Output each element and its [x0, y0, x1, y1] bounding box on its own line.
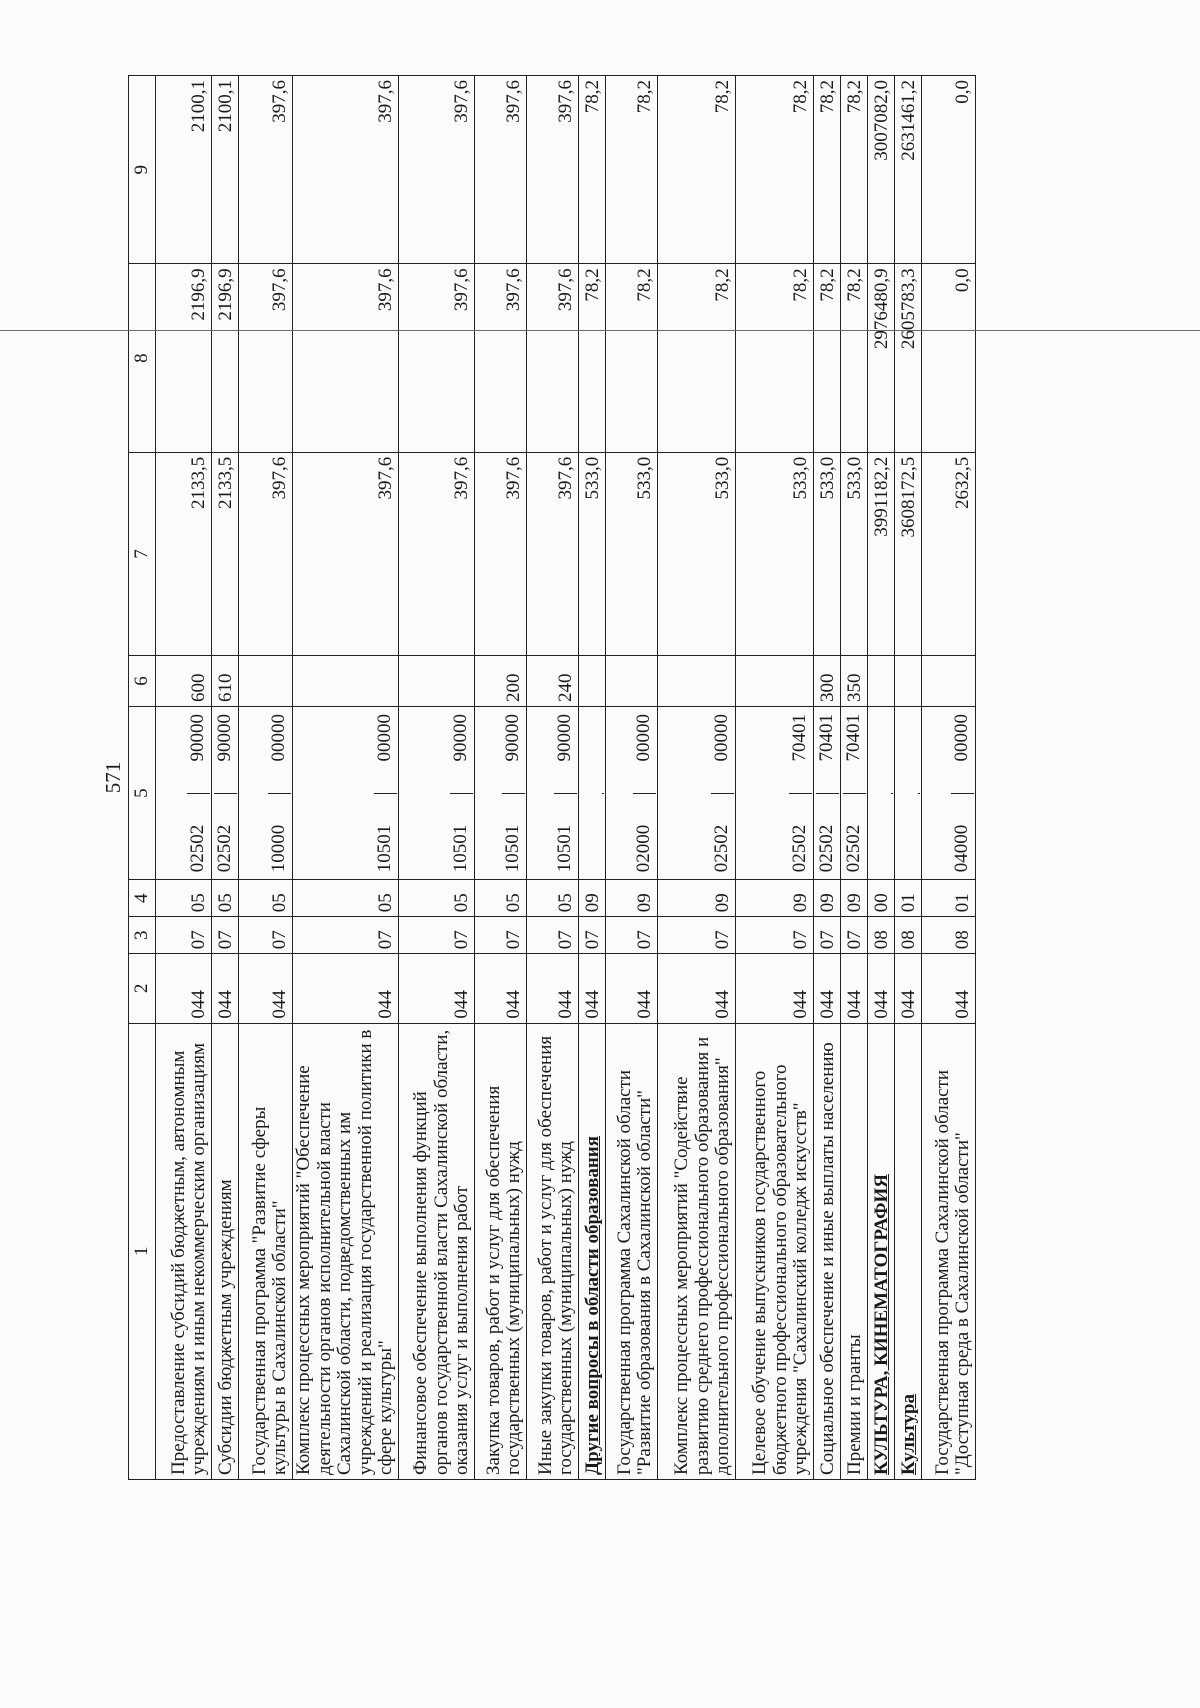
amount-year3-cell: 78,2 — [813, 76, 840, 264]
amount-year3-cell: 2100,1 — [156, 76, 212, 264]
target-article-part-a: 10501 — [450, 793, 473, 876]
amount-year2-cell: 0,0 — [921, 264, 975, 452]
table-row — [526, 76, 578, 1480]
amount-year2-cell: 78,2 — [813, 264, 840, 452]
header-cell: 4 — [129, 880, 156, 917]
admin-code-cell: 044 — [156, 954, 212, 1023]
header-cell: 8 — [129, 264, 156, 452]
amount-year3-cell: 2100,1 — [212, 76, 239, 264]
target-article-cell — [813, 706, 840, 879]
amount-year2-cell: 78,2 — [605, 264, 657, 452]
amount-year1-cell: 397,6 — [398, 452, 474, 655]
amount-year1-cell: 2133,5 — [156, 452, 212, 655]
amount-year2-cell: 78,2 — [840, 264, 867, 452]
amount-year1-cell: 2632,5 — [921, 452, 975, 655]
amount-year3-cell: 0,0 — [921, 76, 975, 264]
subsection-code-cell: 09 — [578, 880, 605, 917]
table-row — [867, 76, 894, 1480]
section-code-cell: 07 — [605, 917, 657, 954]
amount-year3-cell: 397,6 — [474, 76, 526, 264]
header-cell: 5 — [129, 706, 156, 879]
row-name-cell: Финансовое обеспечение выполнения функций органов государственной власти Сахалинской области, оказания услуг и выполнения работ — [398, 1023, 474, 1479]
header-cell: 7 — [129, 452, 156, 655]
target-article-part-b — [602, 711, 604, 793]
table-row — [813, 76, 840, 1480]
subsection-code-cell: 09 — [813, 880, 840, 917]
section-code-cell: 07 — [578, 917, 605, 954]
target-article-cell — [212, 706, 239, 879]
target-article-part-a — [918, 793, 920, 876]
header-cell: 6 — [129, 656, 156, 707]
section-code-cell: 07 — [526, 917, 578, 954]
row-name-cell: Государственная программа Сахалинской области "Доступная среда в Сахалинской области" — [921, 1023, 975, 1479]
budget-table — [128, 75, 976, 1480]
table-body — [156, 76, 976, 1480]
amount-year1-cell: 533,0 — [840, 452, 867, 655]
section-code-cell: 07 — [813, 917, 840, 954]
target-article-part-a: 04000 — [951, 793, 974, 876]
admin-code-cell: 044 — [398, 954, 474, 1023]
target-article-part-b: 00000 — [951, 713, 973, 762]
target-article-cell — [398, 706, 474, 879]
row-name-cell: Культура — [894, 1023, 921, 1479]
header-row — [129, 76, 156, 1480]
target-article-part-b: 70401 — [843, 713, 865, 762]
target-article-part-a: 02000 — [633, 793, 656, 876]
target-article-part-a: 10501 — [502, 793, 525, 876]
amount-year3-cell: 397,6 — [526, 76, 578, 264]
section-code-cell: 08 — [867, 917, 894, 954]
amount-year1-cell: 397,6 — [239, 452, 293, 655]
row-name-cell: Закупка товаров, работ и услуг для обеспечения государственных (муниципальных) нужд — [474, 1023, 526, 1479]
table-row — [239, 76, 293, 1480]
row-name-cell: Социальное обеспечение и иные выплаты населению — [813, 1023, 840, 1479]
table-row — [156, 76, 212, 1480]
target-article-cell — [921, 706, 975, 879]
expense-type-cell — [735, 656, 813, 707]
amount-year3-cell: 78,2 — [605, 76, 657, 264]
expense-type-cell: 610 — [212, 656, 239, 707]
target-article-cell — [735, 706, 813, 879]
table-row — [735, 76, 813, 1480]
row-name-cell: Комплекс процессных мероприятий "Содействие развитию среднего профессионального образования и дополнительного профессионального образования" — [657, 1023, 735, 1479]
amount-year2-cell: 397,6 — [526, 264, 578, 452]
amount-year3-cell: 397,6 — [293, 76, 399, 264]
amount-year2-cell: 78,2 — [578, 264, 605, 452]
target-article-cell — [657, 706, 735, 879]
subsection-code-cell: 01 — [921, 880, 975, 917]
target-article-part-b: 90000 — [450, 713, 472, 762]
subsection-code-cell: 05 — [239, 880, 293, 917]
target-article-part-b: 90000 — [214, 713, 236, 762]
target-article-part-a — [891, 793, 893, 876]
admin-code-cell: 044 — [657, 954, 735, 1023]
amount-year1-cell: 533,0 — [735, 452, 813, 655]
amount-year1-cell: 397,6 — [474, 452, 526, 655]
table-row — [398, 76, 474, 1480]
header-cell: 9 — [129, 76, 156, 264]
target-article-part-a: 02502 — [816, 793, 839, 876]
document-page — [98, 75, 974, 1480]
target-article-part-b: 00000 — [633, 713, 655, 762]
row-name-cell: Предоставление субсидий бюджетным, автономным учреждениям и иным некоммерческим организациям — [156, 1023, 212, 1479]
expense-type-cell: 240 — [526, 656, 578, 707]
table-row — [578, 76, 605, 1480]
table-row — [474, 76, 526, 1480]
section-code-cell: 08 — [894, 917, 921, 954]
target-article-part-a: 10501 — [554, 793, 577, 876]
row-name-cell: Государственная программа "Развитие сферы культуры в Сахалинской области" — [239, 1023, 293, 1479]
section-code-cell: 07 — [735, 917, 813, 954]
admin-code-cell: 044 — [867, 954, 894, 1023]
amount-year2-cell: 2605783,3 — [894, 264, 921, 452]
subsection-code-cell: 09 — [735, 880, 813, 917]
subsection-code-cell: 01 — [894, 880, 921, 917]
target-article-part-b — [891, 711, 893, 793]
expense-type-cell: 350 — [840, 656, 867, 707]
amount-year3-cell: 3007082,0 — [867, 76, 894, 264]
subsection-code-cell: 05 — [212, 880, 239, 917]
section-code-cell: 07 — [398, 917, 474, 954]
amount-year3-cell: 397,6 — [398, 76, 474, 264]
section-code-cell: 07 — [239, 917, 293, 954]
table-row — [293, 76, 399, 1480]
amount-year3-cell: 2631461,2 — [894, 76, 921, 264]
subsection-code-cell: 05 — [474, 880, 526, 917]
amount-year1-cell: 533,0 — [657, 452, 735, 655]
target-article-cell — [526, 706, 578, 879]
section-code-cell: 07 — [293, 917, 399, 954]
target-article-part-b: 90000 — [502, 713, 524, 762]
subsection-code-cell: 09 — [605, 880, 657, 917]
target-article-part-a — [602, 793, 604, 876]
target-article-part-b: 70401 — [816, 713, 838, 762]
amount-year3-cell: 397,6 — [239, 76, 293, 264]
amount-year2-cell: 397,6 — [474, 264, 526, 452]
header-cell: 1 — [129, 1023, 156, 1479]
page-number: 571 — [101, 761, 125, 794]
expense-type-cell — [657, 656, 735, 707]
row-name-cell: Субсидии бюджетным учреждениям — [212, 1023, 239, 1479]
amount-year1-cell: 533,0 — [578, 452, 605, 655]
amount-year2-cell: 2196,9 — [156, 264, 212, 452]
section-code-cell: 07 — [156, 917, 212, 954]
section-code-cell: 07 — [840, 917, 867, 954]
target-article-cell — [867, 706, 894, 879]
amount-year2-cell: 78,2 — [735, 264, 813, 452]
expense-type-cell — [867, 656, 894, 707]
admin-code-cell: 044 — [840, 954, 867, 1023]
admin-code-cell: 044 — [293, 954, 399, 1023]
expense-type-cell — [578, 656, 605, 707]
amount-year1-cell: 533,0 — [813, 452, 840, 655]
section-code-cell: 07 — [474, 917, 526, 954]
target-article-cell — [293, 706, 399, 879]
target-article-part-a: 02502 — [214, 793, 237, 876]
target-article-part-a: 02502 — [843, 793, 866, 876]
scan-crease-line — [0, 330, 1200, 331]
row-name-cell: Премии и гранты — [840, 1023, 867, 1479]
admin-code-cell: 044 — [894, 954, 921, 1023]
target-article-cell — [578, 706, 605, 879]
target-article-cell — [605, 706, 657, 879]
expense-type-cell: 300 — [813, 656, 840, 707]
target-article-cell — [474, 706, 526, 879]
target-article-part-b: 00000 — [711, 713, 733, 762]
subsection-code-cell: 05 — [398, 880, 474, 917]
row-name-cell: КУЛЬТУРА, КИНЕМАТОГРАФИЯ — [867, 1023, 894, 1479]
target-article-cell — [239, 706, 293, 879]
subsection-code-cell: 09 — [840, 880, 867, 917]
amount-year2-cell: 397,6 — [293, 264, 399, 452]
subsection-code-cell: 05 — [526, 880, 578, 917]
expense-type-cell — [921, 656, 975, 707]
header-cell: 3 — [129, 917, 156, 954]
amount-year1-cell: 3991182,2 — [867, 452, 894, 655]
target-article-part-b: 00000 — [374, 713, 396, 762]
header-cell: 2 — [129, 954, 156, 1023]
admin-code-cell: 044 — [474, 954, 526, 1023]
amount-year2-cell: 397,6 — [239, 264, 293, 452]
target-article-part-a: 02502 — [789, 793, 812, 876]
amount-year3-cell: 78,2 — [657, 76, 735, 264]
expense-type-cell — [239, 656, 293, 707]
amount-year3-cell: 78,2 — [735, 76, 813, 264]
subsection-code-cell: 09 — [657, 880, 735, 917]
admin-code-cell: 044 — [605, 954, 657, 1023]
admin-code-cell: 044 — [735, 954, 813, 1023]
target-article-part-b — [918, 711, 920, 793]
expense-type-cell — [605, 656, 657, 707]
target-article-part-b: 90000 — [554, 713, 576, 762]
subsection-code-cell: 05 — [156, 880, 212, 917]
target-article-cell — [156, 706, 212, 879]
admin-code-cell: 044 — [813, 954, 840, 1023]
row-name-cell: Другие вопросы в области образования — [578, 1023, 605, 1479]
amount-year1-cell: 397,6 — [526, 452, 578, 655]
admin-code-cell: 044 — [526, 954, 578, 1023]
expense-type-cell — [894, 656, 921, 707]
expense-type-cell: 200 — [474, 656, 526, 707]
amount-year1-cell: 397,6 — [293, 452, 399, 655]
admin-code-cell: 044 — [212, 954, 239, 1023]
admin-code-cell: 044 — [921, 954, 975, 1023]
section-code-cell: 07 — [657, 917, 735, 954]
section-code-cell: 07 — [212, 917, 239, 954]
table-row — [605, 76, 657, 1480]
target-article-part-a: 10000 — [268, 793, 291, 876]
table-row — [921, 76, 975, 1480]
amount-year3-cell: 78,2 — [840, 76, 867, 264]
table-row — [840, 76, 867, 1480]
expense-type-cell — [293, 656, 399, 707]
table-row — [212, 76, 239, 1480]
target-article-part-a: 02502 — [711, 793, 734, 876]
target-article-cell — [894, 706, 921, 879]
amount-year2-cell: 2976480,9 — [867, 264, 894, 452]
row-name-cell: Государственная программа Сахалинской области "Развитие образования в Сахалинской области" — [605, 1023, 657, 1479]
amount-year1-cell: 2133,5 — [212, 452, 239, 655]
admin-code-cell: 044 — [578, 954, 605, 1023]
row-name-cell: Иные закупки товаров, работ и услуг для обеспечения государственных (муниципальных) нужд — [526, 1023, 578, 1479]
subsection-code-cell: 05 — [293, 880, 399, 917]
row-name-cell: Комплекс процессных мероприятий "Обеспечение деятельности органов исполнительной власти Сахалинской области, подведомственных им учреждений и реализация государственной политики в сфере культуры" — [293, 1023, 399, 1479]
target-article-cell — [840, 706, 867, 879]
target-article-part-b: 70401 — [789, 713, 811, 762]
row-name-cell: Целевое обучение выпускников государственного бюджетного профессионального образовательного учреждения "Сахалинский колледж искусств" — [735, 1023, 813, 1479]
admin-code-cell: 044 — [239, 954, 293, 1023]
amount-year2-cell: 78,2 — [657, 264, 735, 452]
amount-year1-cell: 3608172,5 — [894, 452, 921, 655]
target-article-part-b: 00000 — [268, 713, 290, 762]
subsection-code-cell: 00 — [867, 880, 894, 917]
target-article-part-a: 02502 — [187, 793, 210, 876]
amount-year1-cell: 533,0 — [605, 452, 657, 655]
table-row — [657, 76, 735, 1480]
amount-year2-cell: 397,6 — [398, 264, 474, 452]
amount-year3-cell: 78,2 — [578, 76, 605, 264]
expense-type-cell: 600 — [156, 656, 212, 707]
section-code-cell: 08 — [921, 917, 975, 954]
amount-year2-cell: 2196,9 — [212, 264, 239, 452]
target-article-part-b: 90000 — [187, 713, 209, 762]
expense-type-cell — [398, 656, 474, 707]
target-article-part-a: 10501 — [374, 793, 397, 876]
table-row — [894, 76, 921, 1480]
